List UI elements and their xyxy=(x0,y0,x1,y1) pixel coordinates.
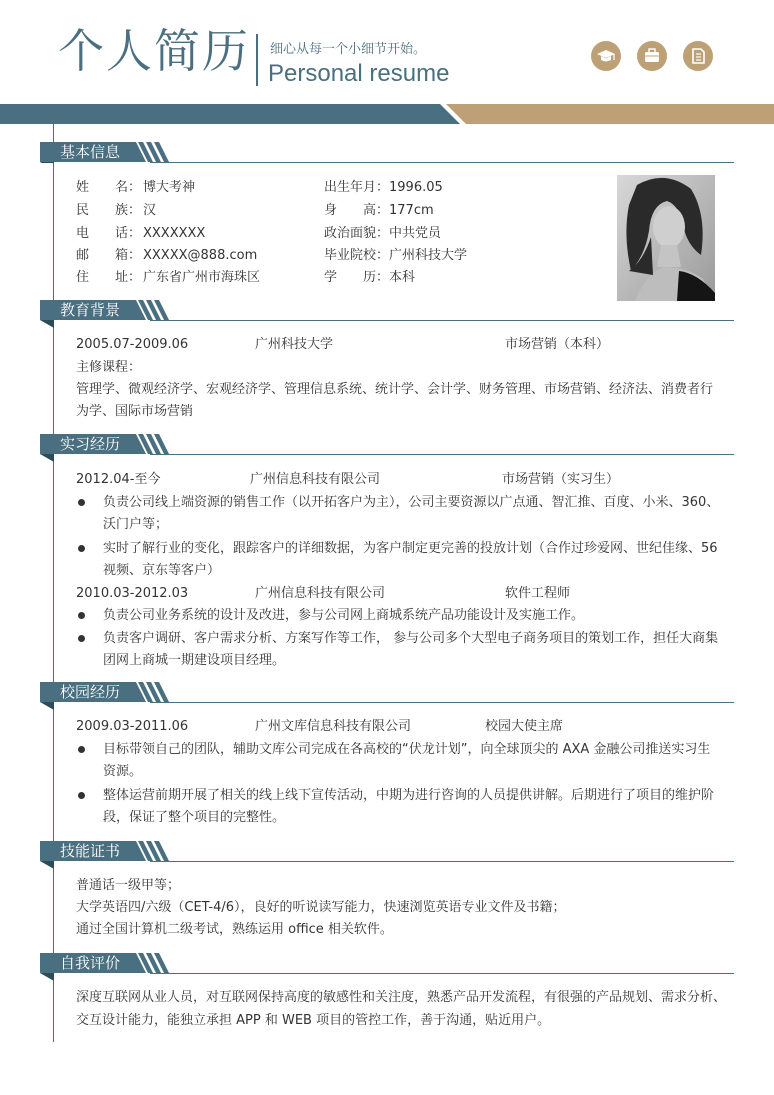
graduation-cap-icon xyxy=(591,41,621,71)
info-school-value: 广州科技大学 xyxy=(389,248,468,263)
bullet-text: 段，保证了整个项目的完整性。 xyxy=(103,810,286,825)
bullet-text: 实时了解行业的变化，跟踪客户的详细数据，为客户制定更完善的投放计划（合作过珍爱网、世纪佳缘、56 xyxy=(103,541,718,556)
section-title: 自我评价 xyxy=(60,954,121,972)
edu-school: 广州科技大学 xyxy=(255,337,334,352)
header-band xyxy=(0,104,774,124)
campus-role: 校园大使主席 xyxy=(485,719,564,734)
job-company: 广州信息科技有限公司 xyxy=(250,472,381,487)
skill-line: 普通话一级甲等； xyxy=(76,878,181,893)
section-heading-campus xyxy=(40,682,740,702)
info-politics-label: 政治面貌： xyxy=(324,226,390,241)
edu-period: 2005.07-2009.06 xyxy=(76,337,189,352)
briefcase-icon xyxy=(637,41,667,71)
bullet-text: 沃门户等； xyxy=(103,517,169,532)
job-company: 广州信息科技有限公司 xyxy=(255,586,386,601)
section-rule xyxy=(150,973,734,974)
bullet-dot xyxy=(78,612,85,619)
title-divider xyxy=(256,34,258,86)
info-politics-value: 中共党员 xyxy=(389,226,442,241)
bullet-text: 目标带领自己的团队，辅助文库公司完成在各高校的“伏龙计划”，向全球顶尖的 AXA 金融公司推送实习生 xyxy=(103,742,711,757)
info-phone-label: 电 话： xyxy=(76,226,142,241)
bullet-dot xyxy=(78,792,85,799)
bullet-text: 视频、京东等客户） xyxy=(103,563,221,578)
info-address-value: 广东省广州市海珠区 xyxy=(143,270,261,285)
info-school-label: 毕业院校： xyxy=(324,248,390,263)
page-title: 个人简历 xyxy=(58,24,250,78)
section-heading-skills xyxy=(40,841,740,861)
info-name-value: 博大考神 xyxy=(143,180,196,195)
bullet-text: 整体运营前期开展了相关的线上线下宣传活动，中期为进行咨询的人员提供讲解。后期进行了项目的维护阶 xyxy=(103,788,715,803)
info-height-value: 177cm xyxy=(389,203,434,218)
slogan: 细心从每一个小细节开始。 xyxy=(270,42,427,57)
bullet-dot xyxy=(78,746,85,753)
document-icon xyxy=(683,41,713,71)
job-period: 2010.03-2012.03 xyxy=(76,586,189,601)
bullet-text: 负责公司线上端资源的销售工作（以开拓客户为主），公司主要资源以广点通、智汇推、百度、小米、360、 xyxy=(103,495,720,510)
info-ethnicity-label: 民 族： xyxy=(76,203,142,218)
skill-line: 通过全国计算机二级考试，熟练运用 office 相关软件。 xyxy=(76,922,393,937)
edu-courses-label: 主修课程： xyxy=(76,360,142,375)
section-heading-self xyxy=(40,953,740,973)
bullet-dot xyxy=(78,499,85,506)
edu-courses-line: 为学、国际市场营销 xyxy=(76,404,194,419)
section-title: 基本信息 xyxy=(60,143,121,161)
info-name-label: 姓 名： xyxy=(76,180,142,195)
campus-period: 2009.03-2011.06 xyxy=(76,719,189,734)
info-ethnicity-value: 汉 xyxy=(143,203,157,218)
info-email-value: XXXXX@888.com xyxy=(143,248,258,263)
job-role: 软件工程师 xyxy=(505,586,571,601)
bullet-text: 负责公司业务系统的设计及改进，参与公司网上商城系统产品功能设计及实施工作。 xyxy=(103,608,585,623)
info-address-label: 住 址： xyxy=(76,270,142,285)
section-rule xyxy=(150,702,734,703)
info-birth-label: 出生年月： xyxy=(324,180,390,195)
job-period: 2012.04-至今 xyxy=(76,472,161,487)
section-title: 教育背景 xyxy=(60,301,121,319)
profile-photo xyxy=(617,175,715,301)
info-birth-value: 1996.05 xyxy=(389,180,443,195)
timeline-line xyxy=(53,124,54,1042)
edu-major: 市场营销（本科） xyxy=(505,337,610,352)
bullet-text: 资源。 xyxy=(103,764,143,779)
self-eval-line: 交互设计能力，能独立承担 APP 和 WEB 项目的管控工作，善于沟通，贴近用户。 xyxy=(76,1013,551,1028)
section-rule xyxy=(150,861,734,862)
job-role: 市场营销（实习生） xyxy=(502,472,620,487)
info-phone-value: XXXXXXX xyxy=(143,226,206,241)
info-email-label: 邮 箱： xyxy=(76,248,142,263)
info-height-label: 身 高： xyxy=(324,203,390,218)
section-heading-internship xyxy=(40,434,740,454)
skill-line: 大学英语四/六级（CET-4/6），良好的听说读写能力，快速浏览英语专业文件及书籍； xyxy=(76,900,566,915)
page-subtitle: Personal resume xyxy=(268,60,450,87)
section-title: 技能证书 xyxy=(60,842,121,860)
section-rule xyxy=(150,162,734,163)
section-title: 校园经历 xyxy=(60,683,121,701)
bullet-text: 团网上商城一期建设项目经理。 xyxy=(103,653,286,668)
bullet-dot xyxy=(78,635,85,642)
section-heading-basic xyxy=(40,142,740,162)
campus-company: 广州文库信息科技有限公司 xyxy=(255,719,412,734)
bullet-text: 负责客户调研、客户需求分析、方案写作等工作， 参与公司多个大型电子商务项目的策划工作，担任大商集 xyxy=(103,631,719,646)
info-degree-value: 本科 xyxy=(389,270,416,285)
edu-courses-line: 管理学、微观经济学、宏观经济学、管理信息系统、统计学、会计学、财务管理、市场营销、经济法、消费者行 xyxy=(76,382,714,397)
bullet-dot xyxy=(78,545,85,552)
section-rule xyxy=(150,454,734,455)
info-degree-label: 学 历： xyxy=(324,270,390,285)
section-title: 实习经历 xyxy=(60,435,121,453)
section-rule xyxy=(150,320,734,321)
self-eval-line: 深度互联网从业人员，对互联网保持高度的敏感性和关注度，熟悉产品开发流程，有很强的产品规划、需求分析、 xyxy=(76,990,727,1005)
section-heading-education xyxy=(40,300,740,320)
